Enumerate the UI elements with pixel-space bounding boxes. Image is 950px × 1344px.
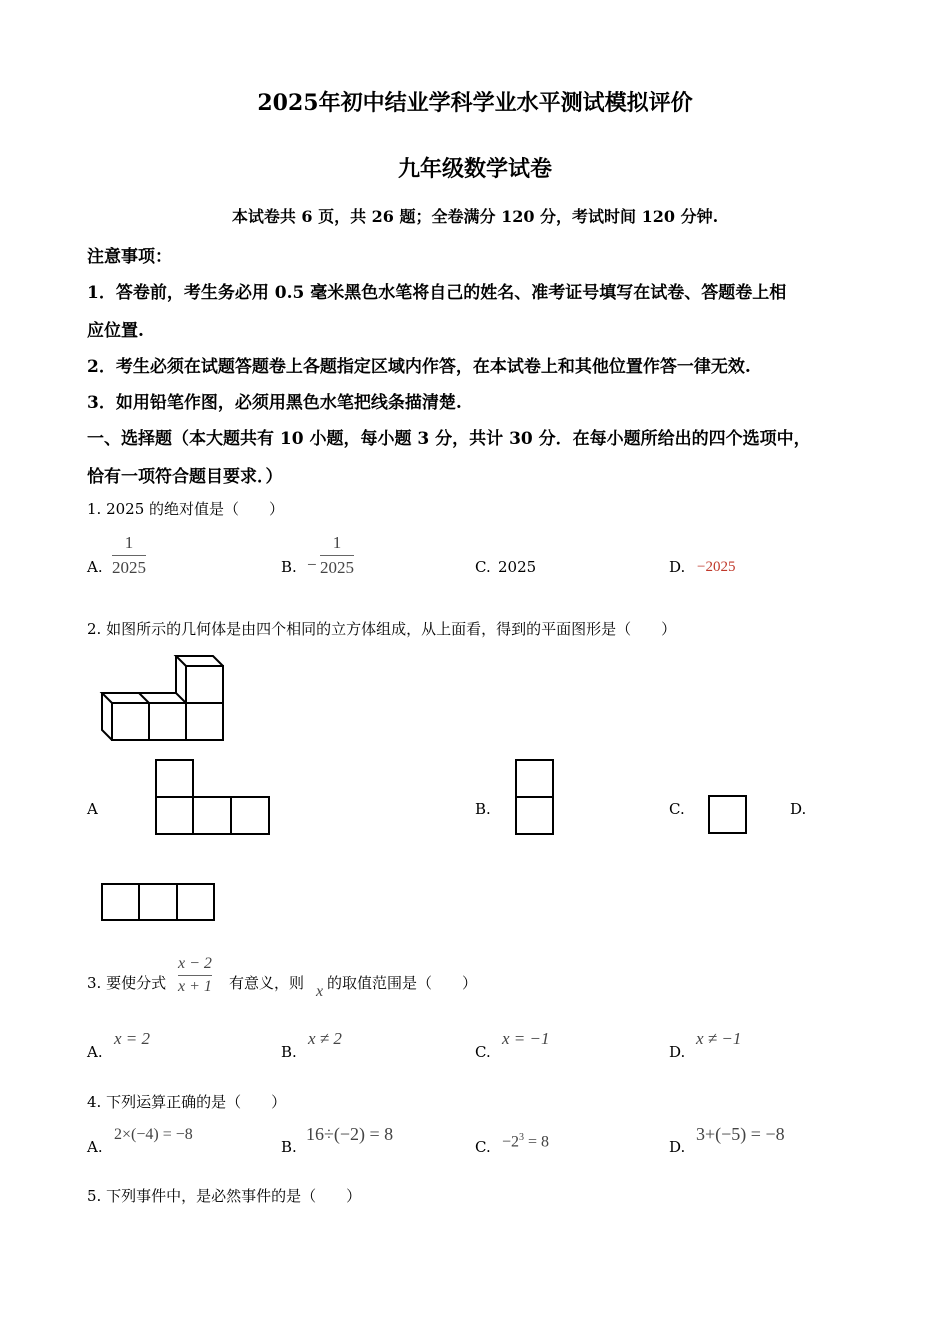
q3-stem-suffix: 的取值范围是（ ）	[327, 974, 478, 992]
q4-option-c-label: C.	[475, 1138, 491, 1156]
section-heading-line1: 一、选择题（本大题共有 10 小题，每小题 3 分，共计 30 分．在每小题所给出的四个选项中，	[87, 429, 811, 449]
q3-option-b-label: B.	[281, 1043, 297, 1061]
q3-option-d-label: D.	[669, 1043, 686, 1061]
q2-option-d-figure[interactable]	[101, 883, 217, 923]
q1-option-d-label: D.	[669, 558, 686, 576]
q4-c-base: −2	[502, 1133, 520, 1151]
q1-option-b-label: B.	[281, 558, 297, 576]
q1-option-d-value: −2025	[697, 559, 736, 575]
q5-stem: 5. 下列事件中，是必然事件的是（ ）	[87, 1187, 362, 1205]
q3-fraction	[178, 955, 212, 996]
q4-option-a-expr: 2×(−4) = −8	[114, 1126, 193, 1143]
q3-numerator: x − 2	[178, 955, 212, 972]
q1-option-a-fraction	[112, 533, 146, 578]
page-subtitle: 九年级数学试卷	[397, 156, 552, 182]
q3-option-a-label: A.	[87, 1043, 103, 1061]
note-3: 3．如用铅笔作图，必须用黑色水笔把线条描清楚.	[87, 393, 462, 413]
q1-a-numerator: 1	[124, 533, 134, 552]
q1-option-c-label: C.	[475, 558, 491, 576]
q4-c-rest: = 8	[524, 1133, 550, 1151]
notes-heading: 注意事项：	[87, 247, 172, 267]
q3-stem-middle: 有意义，则	[229, 974, 305, 992]
q4-option-b-label: B.	[281, 1138, 297, 1156]
q4-option-c-expr	[502, 1132, 549, 1151]
q2-option-a-label: A	[87, 800, 98, 818]
q1-option-a-label: A.	[87, 558, 103, 576]
q1-b-numerator: 1	[332, 533, 342, 552]
q1-option-b-fraction	[320, 533, 354, 578]
q1-option-c-value: 2025	[498, 558, 537, 576]
q1-b-sign: −	[307, 555, 317, 574]
page-title: 2025年初中结业学科学业水平测试模拟评价	[257, 90, 693, 116]
q3-stem-prefix: 3. 要使分式	[87, 974, 167, 992]
q4-option-d-expr: 3+(−5) = −8	[696, 1124, 785, 1144]
note-1-line2: 应位置.	[87, 321, 144, 341]
note-2: 2．考生必须在试题答题卷上各题指定区域内作答，在本试卷上和其他位置作答一律无效.	[87, 357, 751, 377]
q4-option-a-label: A.	[87, 1138, 103, 1156]
q2-option-b-figure[interactable]	[515, 759, 555, 835]
q3-option-c-expr: x = −1	[502, 1029, 550, 1048]
q3-option-a-expr: x = 2	[114, 1029, 151, 1048]
q2-option-b-label: B.	[475, 800, 491, 818]
exam-info: 本试卷共 6 页，共 26 题；全卷满分 120 分，考试时间 120 分钟.	[231, 207, 719, 226]
q1-b-denominator: 2025	[320, 558, 354, 577]
q4-option-b-expr: 16÷(−2) = 8	[306, 1124, 394, 1144]
q4-c-exponent: 3	[519, 1132, 525, 1143]
q3-denominator: x + 1	[178, 978, 212, 995]
q2-option-c-label: C.	[669, 800, 685, 818]
q4-stem: 4. 下列运算正确的是（ ）	[87, 1093, 287, 1111]
q2-option-a-figure[interactable]	[155, 759, 271, 835]
q1-a-denominator: 2025	[112, 558, 146, 577]
q4-option-d-label: D.	[669, 1138, 686, 1156]
section-heading-line2: 恰有一项符合题目要求．）	[87, 467, 283, 487]
q2-stem: 2. 如图所示的几何体是由四个相同的立方体组成，从上面看，得到的平面图形是（ ）	[87, 620, 677, 638]
note-1-line1: 1．答卷前，考生务必用 0.5 毫米黑色水笔将自己的姓名、准考证号填写在试卷、答题卷上相	[87, 283, 787, 303]
q2-cube-figure	[100, 653, 230, 743]
q2-option-c-figure[interactable]	[708, 795, 748, 835]
q3-option-c-label: C.	[475, 1043, 491, 1061]
q3-option-b-expr: x ≠ 2	[308, 1029, 342, 1048]
q3-option-d-expr: x ≠ −1	[696, 1029, 742, 1048]
q3-variable: x	[316, 983, 324, 1000]
q1-stem: 1. 2025 的绝对值是（ ）	[87, 500, 285, 518]
q2-option-d-label: D.	[790, 800, 807, 818]
